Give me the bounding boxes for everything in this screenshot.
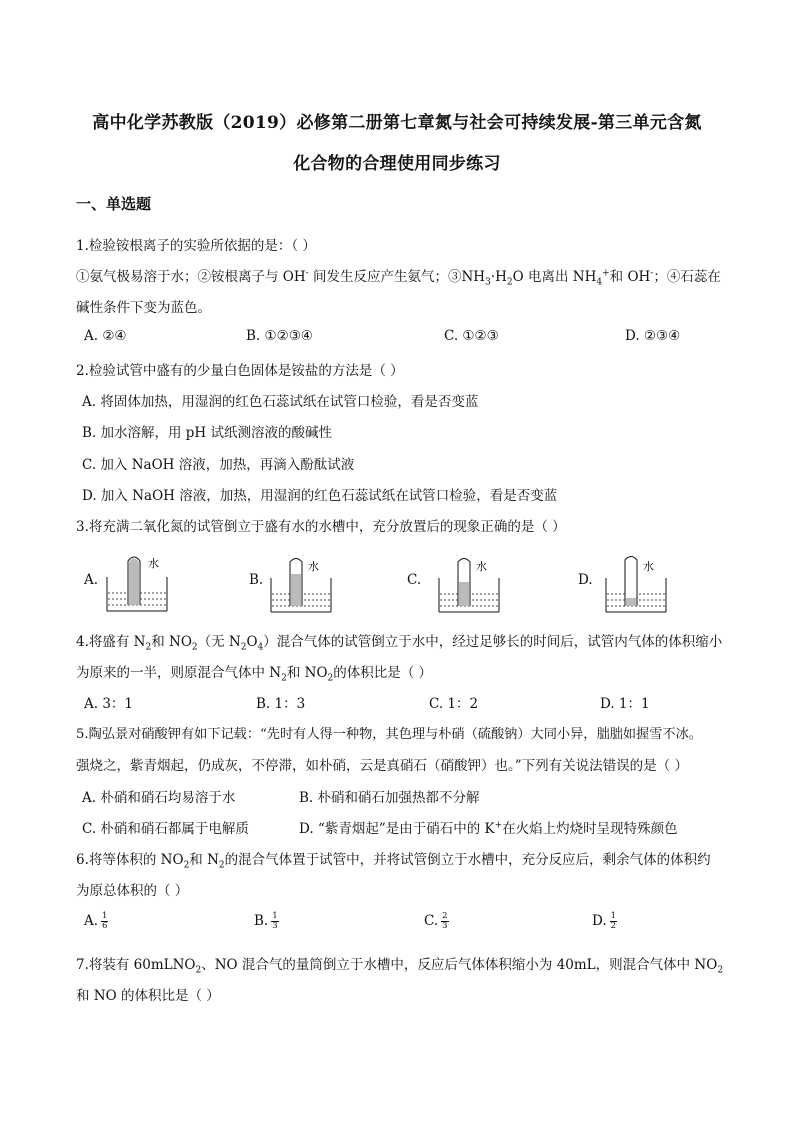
q6-option-c[interactable]: C. $\frac{2}{3}$	[424, 911, 448, 931]
q2-option-a[interactable]: A. 将固体加热，用湿润的红色石蕊试纸在试管口检验，看是否变蓝	[82, 394, 479, 410]
q5-option-c[interactable]: C. 朴硝和硝石都属于电解质	[82, 821, 249, 837]
document-title-line-2: 化合物的合理使用同步练习	[293, 154, 501, 174]
q1-option-b[interactable]: B. ①②③④	[246, 328, 313, 344]
q2-option-d[interactable]: D. 加入 NaOH 溶液，加热，用湿润的红色石蕊试纸在试管口检验，看是否变蓝	[82, 488, 558, 504]
q1-option-c[interactable]: C. ①②③	[444, 328, 499, 344]
q6-option-c-fraction: $\frac{2}{3}$	[442, 911, 448, 931]
q2-option-c[interactable]: C. 加入 NaOH 溶液，加热，再滴入酚酞试液	[82, 457, 355, 473]
svg-text:水: 水	[308, 560, 319, 573]
q3-diagram-a[interactable]	[104, 553, 170, 613]
section-heading: 一、单选题	[76, 195, 152, 213]
q5-option-a[interactable]: A. 朴硝和硝石均易溶于水	[82, 790, 236, 806]
svg-text:水: 水	[643, 560, 654, 573]
q6-option-b-fraction: $\frac{1}{3}$	[272, 911, 278, 931]
q3-option-d-label[interactable]: D.	[578, 572, 593, 588]
q2-option-b[interactable]: B. 加水溶解，用 pH 试纸测溶液的酸碱性	[82, 425, 333, 441]
q3-option-b-label[interactable]: B.	[249, 572, 264, 588]
q3-stem: 3.将充满二氧化氮的试管倒立于盛有水的水槽中，充分放置后的现象正确的是（ ）	[76, 519, 566, 535]
q3-diagram-b[interactable]	[268, 556, 334, 614]
q4-option-a[interactable]: A. 3：1	[84, 696, 134, 712]
q6-stem-line-1: 6.将等体积的 $NO_2$和 $N_2$的混合气体置于试管中，并将试管倒立于水槽中，充分反应后，剩余气体的体积约	[76, 852, 711, 871]
q6-stem-line-2: 为原总体积的（ ）	[76, 883, 189, 899]
q6-option-d-fraction: $\frac{1}{2}$	[610, 911, 617, 931]
q1-option-a[interactable]: A. ②④	[84, 328, 127, 344]
q7-stem-line-2: 和 NO 的体积比是（ ）	[76, 988, 220, 1004]
q6-option-d[interactable]: D. $\frac{1}{2}$	[592, 911, 617, 931]
q5-option-b[interactable]: B. 朴硝和硝石加强热都不分解	[299, 790, 480, 806]
q1-description-cont: 碱性条件下变为蓝色。	[76, 300, 211, 316]
q3-water-label: 水	[148, 557, 159, 570]
q6-option-a[interactable]: A. $\frac{1}{6}$	[84, 911, 108, 931]
q4-option-d[interactable]: D. 1：1	[600, 696, 650, 712]
q6-option-b[interactable]: B. $\frac{1}{3}$	[254, 911, 278, 931]
q2-stem: 2.检验试管中盛有的少量白色固体是铵盐的方法是（ ）	[76, 363, 404, 379]
q4-option-c[interactable]: C. 1：2	[429, 696, 479, 712]
q3-option-a-label[interactable]: A.	[84, 572, 99, 588]
q5-stem-line-2: 强烧之，紫青烟起，仍成灰，不停滞，如朴硝，云是真硝石（硝酸钾）也。”下列有关说法错误的是（ ）	[76, 758, 688, 774]
q1-description: ①氨气极易溶于水；②铵根离子与 OH- 间发生反应产生氨气；$③NH_3\cdot H_2O$ 电离出 $NH_4^+$和 OH-；④石蕊在	[76, 268, 721, 288]
q4-option-b[interactable]: B. 1：3	[256, 696, 306, 712]
q3-diagram-c[interactable]	[436, 556, 502, 614]
q7-stem-line-1: 7.将装有 60mLNO$_2$、NO 混合气的量筒倒立于水槽中，反应后气体体积缩小为 40mL，则混合气体中 $NO_2$	[76, 957, 724, 976]
q4-stem-line-1: 4.将盛有 $N_2$和 $NO_2$（无 $N_2O_4$）混合气体的试管倒立于水中，经过足够长的时间后，试管内气体的体积缩小	[76, 634, 723, 653]
q4-stem-line-2: 为原来的一半，则原混合气体中 $N_2$和 $NO_2$的体积比是（ ）	[76, 665, 433, 684]
q3-option-c-label[interactable]: C.	[407, 572, 422, 588]
q5-option-d[interactable]: D. “紫青烟起”是由于硝石中的 K+在火焰上灼烧时呈现特殊颜色	[299, 820, 678, 837]
document-title-line-1: 高中化学苏教版（2019）必修第二册第七章氮与社会可持续发展-第三单元含氮	[92, 113, 702, 133]
svg-text:水: 水	[476, 560, 487, 573]
q3-diagram-d[interactable]	[603, 554, 669, 614]
q1-stem: 1.检验铵根离子的实验所依据的是：（ ）	[76, 238, 316, 254]
q6-option-a-fraction: $\frac{1}{6}$	[102, 911, 108, 931]
q1-option-d[interactable]: D. ②③④	[625, 328, 681, 344]
q5-stem-line-1: 5.陶弘景对硝酸钾有如下记载：“先时有人得一种物，其色理与朴硝（硫酸钠）大同小异，朏朏如握雪不冰。	[76, 727, 702, 742]
